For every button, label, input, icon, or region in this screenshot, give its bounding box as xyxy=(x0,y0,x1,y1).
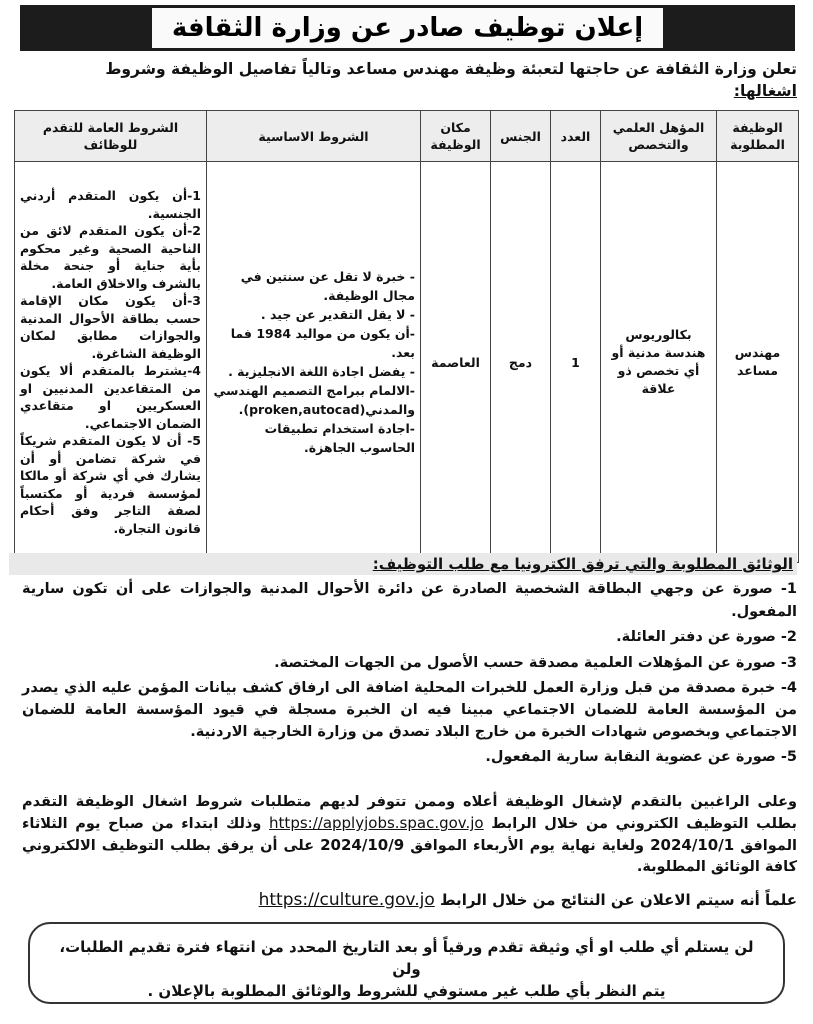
document-item: 4- خبرة مصدقة من قبل وزارة العمل للخبرات المحلية اضافة الى ارفاق كشف بيانات المؤمن عليه الذي يصدر من المؤسسة العامة للضمان الاجتماعي مبينا فيه ان الخبرة مسجلة في قيود المؤسسة العامة للضمان الاجتماعي وبخصوص شهادات الخبرة من خارج البلاد تصدق من وزارة الخارجية الاردنية. xyxy=(22,680,797,740)
apply-text-1: وعلى الراغبين بالتقدم لإشغال الوظيفة أعلاه وممن تتوفر لديهم متطلبات شروط اشغال الوظيفة التقدم بطلب التوظيف الكتروني من خلال الرابط xyxy=(22,794,797,832)
general-condition-item: 3-أن يكون مكان الإقامة حسب بطاقة الأحوال المدنية والجوازات مطابق لمكان الوظيفة الشاغرة. xyxy=(20,293,201,361)
cell-count: 1 xyxy=(551,162,601,563)
intro-paragraph xyxy=(17,58,797,102)
table-header-row xyxy=(15,111,799,162)
cell-location: العاصمة xyxy=(421,162,491,563)
header-count: العدد xyxy=(551,111,601,162)
page-title: إعلان توظيف صادر عن وزارة الثقافة xyxy=(152,8,663,48)
basic-condition-item: -الالمام ببرامج التصميم الهندسي والمدني(proken,autocad). xyxy=(213,383,415,417)
notice-line-1: لن يستلم أي طلب او أي وثيقة تقدم ورقياً أو بعد التاريخ المحدد من انتهاء فترة تقديم الطلبات، ولن xyxy=(59,938,754,978)
general-condition-item: 5- أن لا يكون المتقدم شريكاً في شركة تضامن أو أن يشارك في أي شركة أو مالكا لمؤسسة فردية أو مكتسباً لصفة التاجر وفق أحكام قانون التجارة. xyxy=(20,433,201,536)
header-gender: الجنس xyxy=(491,111,551,162)
header-job: الوظيفة المطلوبة xyxy=(717,111,799,162)
application-paragraph xyxy=(22,792,797,878)
intro-line-1: تعلن وزارة الثقافة عن حاجتها لتعبئة وظيفة مهندس مساعد وتالياً تفاصيل الوظيفة وشروط xyxy=(105,60,797,78)
header-qualification: المؤهل العلمي والتخصص xyxy=(601,111,717,162)
basic-condition-item: - خبرة لا تقل عن سنتين في مجال الوظيفة. xyxy=(240,269,415,303)
cell-job: مهندس مساعد xyxy=(717,162,799,563)
apply-text-3: ولغاية نهاية يوم الأربعاء الموافق xyxy=(410,838,645,854)
apply-text-2: وذلك ابتداء من صباح يوم الثلاثاء الموافق xyxy=(22,816,797,854)
cell-gender: دمج xyxy=(491,162,551,563)
document-item: 5- صورة عن عضوية النقابة سارية المفعول. xyxy=(485,749,797,765)
basic-condition-item: -اجادة استخدام تطبيقات الحاسوب الجاهزة. xyxy=(264,421,415,455)
results-paragraph xyxy=(22,887,797,913)
documents-heading: الوثائق المطلوبة والتي ترفق الكترونيا مع طلب التوظيف: xyxy=(9,553,797,575)
general-condition-item: 4-يشترط بالمتقدم ألا يكون من المتقاعدين المدنيين او العسكريين او متقاعدي الضمان الاجتماعي. xyxy=(20,363,201,431)
job-table xyxy=(14,110,799,563)
end-date: 2024/10/9 xyxy=(320,836,405,854)
header-general-conditions: الشروط العامة للتقدم للوظائف xyxy=(15,111,207,162)
start-date: 2024/10/1 xyxy=(650,836,735,854)
intro-line-2: اشغالها: xyxy=(733,82,797,100)
table-row xyxy=(15,162,799,563)
general-condition-item: 1-أن يكون المتقدم أردني الجنسية. xyxy=(20,188,201,221)
results-link[interactable]: https://culture.gov.jo xyxy=(258,890,435,910)
cell-qualification: بكالوريوس هندسة مدنية أو أي تخصص ذو علاقة xyxy=(601,162,717,563)
notice-line-2: يتم النظر بأي طلب غير مستوفي للشروط والوثائق المطلوبة بالإعلان . xyxy=(147,982,666,1000)
document-item: 1- صورة عن وجهي البطاقة الشخصية الصادرة عن دائرة الأحوال المدنية والجوازات على أن تكون سارية المفعول. xyxy=(22,581,797,620)
general-condition-item: 2-أن يكون المتقدم لائق من الناحية الصحية وغير محكوم بأية جناية أو جنحة مخلة بالشرف والاخلاق العامة. xyxy=(20,223,201,291)
basic-condition-item: - يفضل اجادة اللغة الانجليزية . xyxy=(228,364,415,379)
apply-link[interactable]: https://applyjobs.spac.gov.jo xyxy=(269,814,484,832)
cell-general-conditions xyxy=(15,162,207,563)
apply-text-4: على أن يرفق بطلب التوظيف الالكتروني كافة الوثائق المطلوبة. xyxy=(22,838,797,875)
basic-condition-item: - لا يقل التقدير عن جيد . xyxy=(260,307,415,322)
basic-condition-item: -أن يكون من مواليد 1984 فما بعد. xyxy=(230,326,415,360)
notice-box xyxy=(28,922,785,1004)
document-item: 2- صورة عن دفتر العائلة. xyxy=(616,629,797,645)
title-bar xyxy=(20,5,795,51)
results-text: علماً أنه سيتم الاعلان عن النتائج من خلال الرابط xyxy=(440,891,797,909)
document-item: 3- صورة عن المؤهلات العلمية مصدقة حسب الأصول من الجهات المختصة. xyxy=(274,654,797,671)
documents-list xyxy=(22,578,797,772)
header-location: مكان الوظيفة xyxy=(421,111,491,162)
header-basic-conditions: الشروط الاساسية xyxy=(207,111,421,162)
cell-basic-conditions xyxy=(207,162,421,563)
